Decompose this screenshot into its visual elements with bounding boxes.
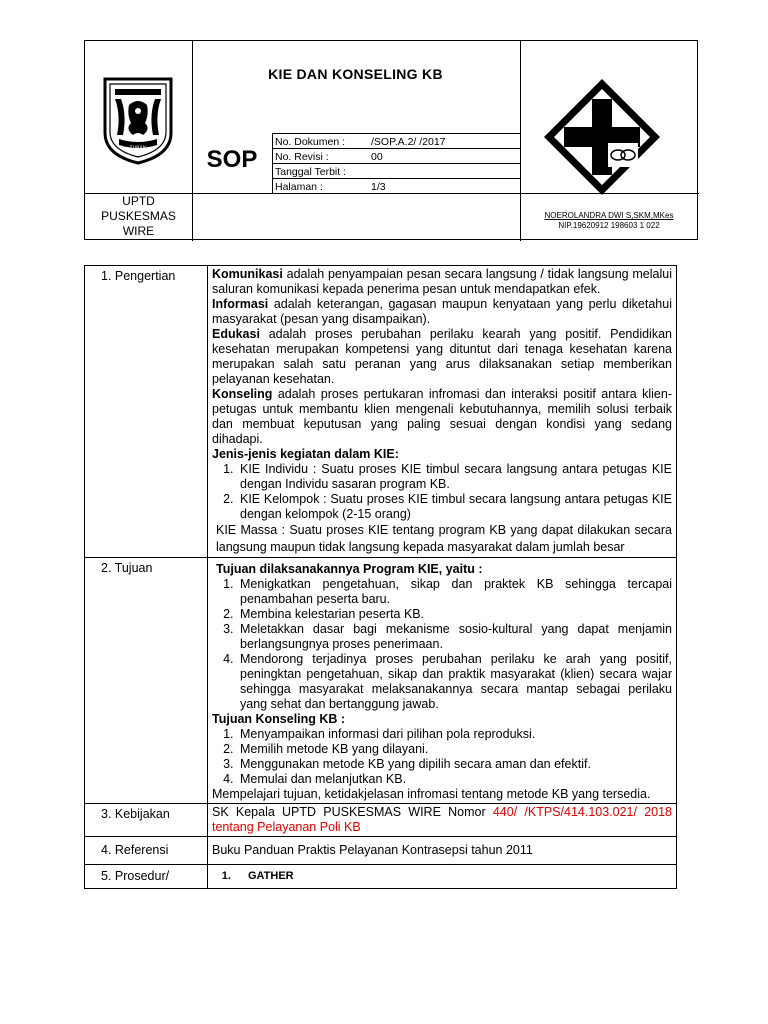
meta-key: No. Revisi : bbox=[275, 151, 329, 163]
list-tujuan-program bbox=[212, 577, 672, 712]
list-item: 1. Menyampaikan informasi dari pilihan pola reproduksi. bbox=[237, 727, 672, 742]
paragraph-konseling bbox=[212, 387, 672, 447]
list-tujuan-konseling bbox=[212, 727, 672, 787]
definition: adalah proses perubahan perilaku kearah yang positif. Pendidikan kesehatan merupakan kompetensi yang dituntut dari tenaga kesehatan karena merupakan salah satu peranan yang arus dilaksanakan setiap memberikan pelayanan kesehatan. bbox=[212, 327, 672, 386]
list-item: 4. Mendorong terjadinya proses perubahan perilaku ke arah yang positif, peningktan pengetahuan, sikap dan praktik masyarakat (klien) secara wajar sehingga masyarakat melaksanakannya secara mantap sebagai perilaku yang sehat dan bertanggung jawab. bbox=[237, 652, 672, 712]
sop-label: SOP bbox=[206, 146, 258, 173]
meta-value: 1/3 bbox=[371, 181, 386, 193]
list-item: 4. Memulai dan melanjutkan KB. bbox=[237, 772, 672, 787]
subheading-tujuan-program: Tujuan dilaksanakannya Program KIE, yaitu : bbox=[216, 562, 483, 576]
list-item: 2. Membina kelestarian peserta KB. bbox=[237, 607, 672, 622]
policy-text: SK Kepala UPTD PUSKESMAS WIRE Nomor bbox=[212, 805, 493, 819]
paragraph-informasi bbox=[212, 297, 672, 327]
header-divider bbox=[272, 163, 520, 164]
section-label: 4. Referensi bbox=[85, 837, 208, 865]
header-divider bbox=[272, 148, 520, 149]
subheading-jenis-kegiatan: Jenis-jenis kegiatan dalam KIE: bbox=[212, 447, 399, 461]
policy-reference: 440/ /KTPS/414.103.021/ 2018 tentang Pelayanan Poli KB bbox=[212, 805, 673, 834]
unit-line: UPTD bbox=[122, 194, 155, 208]
list-item: 1. Menigkatkan pengetahuan, sikap dan praktek KB sehingga tercapai penambahan peserta baru. bbox=[237, 577, 672, 607]
paragraph-kie-massa: KIE Massa : Suatu proses KIE tentang program KB yang dapat dilakukan secara langsung maupun tidak langsung kepada masyarakat dalam jumlah besar bbox=[216, 523, 672, 554]
unit-line: WIRE bbox=[122, 224, 155, 238]
section-label: 1. Pengertian bbox=[85, 266, 208, 558]
paragraph-edukasi bbox=[212, 327, 672, 387]
meta-key: Tanggal Terbit : bbox=[275, 166, 347, 178]
list-prosedur bbox=[212, 869, 672, 884]
unit-line: PUSKESMAS bbox=[101, 209, 176, 223]
unit-name bbox=[85, 194, 192, 239]
puskesmas-emblem-logo bbox=[542, 77, 662, 197]
term: Konseling bbox=[212, 387, 273, 401]
subheading-tujuan-konseling: Tujuan Konseling KB : bbox=[212, 712, 346, 726]
definition: adalah keterangan, gagasan maupun kenyataan yang perlu diketahui masyarakat (pesan yang disampaikan). bbox=[212, 297, 672, 326]
svg-text:TUBAN: TUBAN bbox=[129, 145, 147, 152]
signatory-block bbox=[520, 211, 698, 231]
term: Informasi bbox=[212, 297, 269, 311]
regency-coat-of-arms-logo bbox=[101, 75, 175, 165]
meta-value: 00 bbox=[371, 151, 383, 163]
list-jenis-kegiatan bbox=[212, 462, 672, 522]
definition: adalah penyampaian pesan secara langsung / tidak langsung melalui saluran komunikasi kepada penerima pesan untuk mendapatkan efek. bbox=[212, 267, 672, 296]
header-divider bbox=[272, 133, 520, 134]
meta-key: No. Dokumen : bbox=[275, 136, 346, 148]
document-title: KIE DAN KONSELING KB bbox=[268, 66, 443, 82]
sop-content-table bbox=[84, 265, 677, 889]
header-divider bbox=[272, 178, 520, 179]
paragraph-closing: Mempelajari tujuan, ketidakjelasan infromasi tentang metode KB yang tersedia. bbox=[212, 787, 651, 801]
section-content-kebijakan bbox=[208, 804, 677, 837]
list-item: 2. Memilih metode KB yang dilayani. bbox=[237, 742, 672, 757]
signatory-nip: NIP.19620912 198603 1 022 bbox=[558, 221, 660, 230]
section-content-referensi: Buku Panduan Praktis Pelayanan Kontrasepsi tahun 2011 bbox=[208, 837, 677, 865]
row-prosedur bbox=[85, 865, 677, 889]
section-content-prosedur bbox=[208, 865, 677, 889]
meta-key: Halaman : bbox=[275, 181, 323, 193]
definition: adalah proses pertukaran infromasi dan interaksi positif antara klien-petugas untuk membantu klien mengenali kebutuhannya, memilih solusi terbaik dan membuat keputusan yang paling sesuai dengan kondisi yang sedang dihadapi. bbox=[212, 387, 672, 446]
section-label: 2. Tujuan bbox=[85, 558, 208, 804]
list-item: 1. KIE Individu : Suatu proses KIE timbul secara langsung antara petugas KIE dengan Individu sasaran program KB. bbox=[237, 462, 672, 492]
section-label: 3. Kebijakan bbox=[85, 804, 208, 837]
term: Edukasi bbox=[212, 327, 260, 341]
section-content-pengertian bbox=[208, 266, 677, 558]
row-pengertian bbox=[85, 266, 677, 558]
term: Komunikasi bbox=[212, 267, 283, 281]
signatory-name: NOEROLANDRA DWI S,SKM,MKes bbox=[544, 211, 674, 220]
row-referensi bbox=[85, 837, 677, 865]
row-kebijakan bbox=[85, 804, 677, 837]
list-item: 3. Menggunakan metode KB yang dipilih secara aman dan efektif. bbox=[237, 757, 672, 772]
list-item: 1. GATHER bbox=[234, 869, 672, 884]
row-tujuan bbox=[85, 558, 677, 804]
section-content-tujuan bbox=[208, 558, 677, 804]
meta-value: /SOP.A.2/ /2017 bbox=[371, 136, 446, 148]
sop-header-table bbox=[84, 40, 698, 240]
paragraph-komunikasi bbox=[212, 267, 672, 297]
list-item: 3. Meletakkan dasar bagi mekanisme sosio-kultural yang dapat menjamin berlangsungnya proses penerimaan. bbox=[237, 622, 672, 652]
section-label: 5. Prosedur/ bbox=[85, 865, 208, 889]
list-item: 2. KIE Kelompok : Suatu proses KIE timbul secara langsung antara petugas KIE dengan kelompok (2-15 orang) bbox=[237, 492, 672, 522]
